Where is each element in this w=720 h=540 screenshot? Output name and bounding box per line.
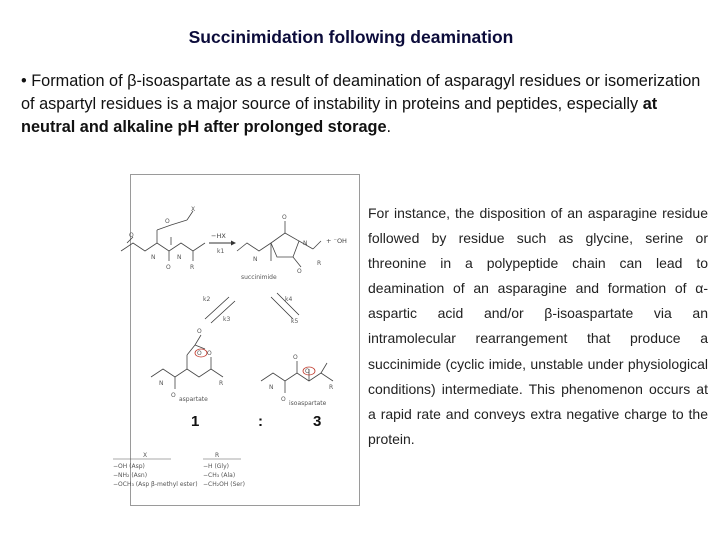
svg-text:O: O bbox=[166, 264, 171, 271]
intro-end: . bbox=[386, 118, 392, 136]
rate-k4: k4 bbox=[285, 296, 293, 303]
succinimide-structure bbox=[237, 221, 321, 267]
intro-text: Formation of β-isoaspartate as a result of deamination of asparagyl residues or isomerization of aspartyl residues is a major source of instability in proteins and peptides, especially bbox=[21, 72, 701, 113]
isoaspartate-label: isoaspartate bbox=[289, 400, 327, 407]
svg-text:O: O bbox=[207, 350, 212, 357]
svg-text:N: N bbox=[177, 254, 182, 261]
arrow-label-k1: k1 bbox=[217, 248, 225, 255]
svg-text:R: R bbox=[329, 384, 334, 391]
svg-text:O: O bbox=[293, 354, 298, 361]
svg-text:X: X bbox=[191, 206, 196, 213]
arrow-label-hx: −HX bbox=[211, 232, 226, 240]
x-item: −OH (Asp) bbox=[113, 463, 145, 470]
svg-text:O: O bbox=[297, 268, 302, 275]
svg-text:R: R bbox=[219, 380, 224, 387]
svg-text:O: O bbox=[171, 392, 176, 399]
svg-text:O: O bbox=[197, 350, 202, 357]
intro-paragraph bbox=[21, 70, 701, 139]
rate-k2: k2 bbox=[203, 296, 211, 303]
svg-text:N: N bbox=[253, 256, 258, 263]
svg-text:O: O bbox=[305, 368, 310, 375]
rate-k5: k5 bbox=[291, 318, 299, 325]
reaction-scheme-figure bbox=[113, 174, 360, 506]
reaction-scheme-drawing bbox=[113, 175, 359, 505]
rate-k3: k3 bbox=[223, 316, 231, 323]
svg-text:N: N bbox=[303, 240, 308, 247]
plus-hydroxide: + ⁻OH bbox=[326, 237, 347, 245]
r-header: R bbox=[215, 452, 220, 459]
svg-text:N: N bbox=[151, 254, 156, 261]
svg-text:O: O bbox=[129, 232, 134, 239]
svg-text:R: R bbox=[317, 260, 322, 267]
ratio-colon: : bbox=[258, 413, 263, 430]
svg-text:O: O bbox=[197, 328, 202, 335]
svg-text:O: O bbox=[281, 396, 286, 403]
intro-bold-text: at neutral and alkaline pH after prolonged storage bbox=[21, 95, 658, 136]
svg-text:R: R bbox=[190, 264, 195, 271]
description-paragraph: For instance, the disposition of an asparagine residue followed by residue such as glycine, serine or threonine in a polypeptide chain can lead to deamination of an asparagine and formation of α-aspartic acid and/or β-isoaspartate via an intramolecular rearrangement that produce a succinimide (cyclic imide, unstable under physiological conditions) intermediate. This phenomenon occurs at a rapid rate and conveys extra negative charge to the protein. bbox=[368, 205, 708, 447]
svg-text:O: O bbox=[282, 214, 287, 221]
r-item: −CH₂OH (Ser) bbox=[203, 481, 245, 488]
x-header: X bbox=[143, 452, 148, 459]
x-item: −NH₂ (Asn) bbox=[113, 472, 148, 479]
ratio-label-3: 3 bbox=[313, 413, 322, 430]
slide-title: Succinimidation following deamination bbox=[188, 27, 514, 47]
r-item: −H (Gly) bbox=[203, 463, 229, 470]
ratio-label-1: 1 bbox=[191, 413, 200, 430]
bullet: • bbox=[21, 72, 27, 90]
r-item: −CH₃ (Ala) bbox=[203, 472, 236, 479]
svg-text:O: O bbox=[165, 218, 170, 225]
svg-text:N: N bbox=[269, 384, 274, 391]
succinimide-label: succinimide bbox=[241, 274, 277, 281]
x-item: −OCH₃ (Asp β-methyl ester) bbox=[113, 481, 198, 488]
aspartate-label: aspartate bbox=[179, 396, 208, 403]
svg-text:N: N bbox=[159, 380, 164, 387]
